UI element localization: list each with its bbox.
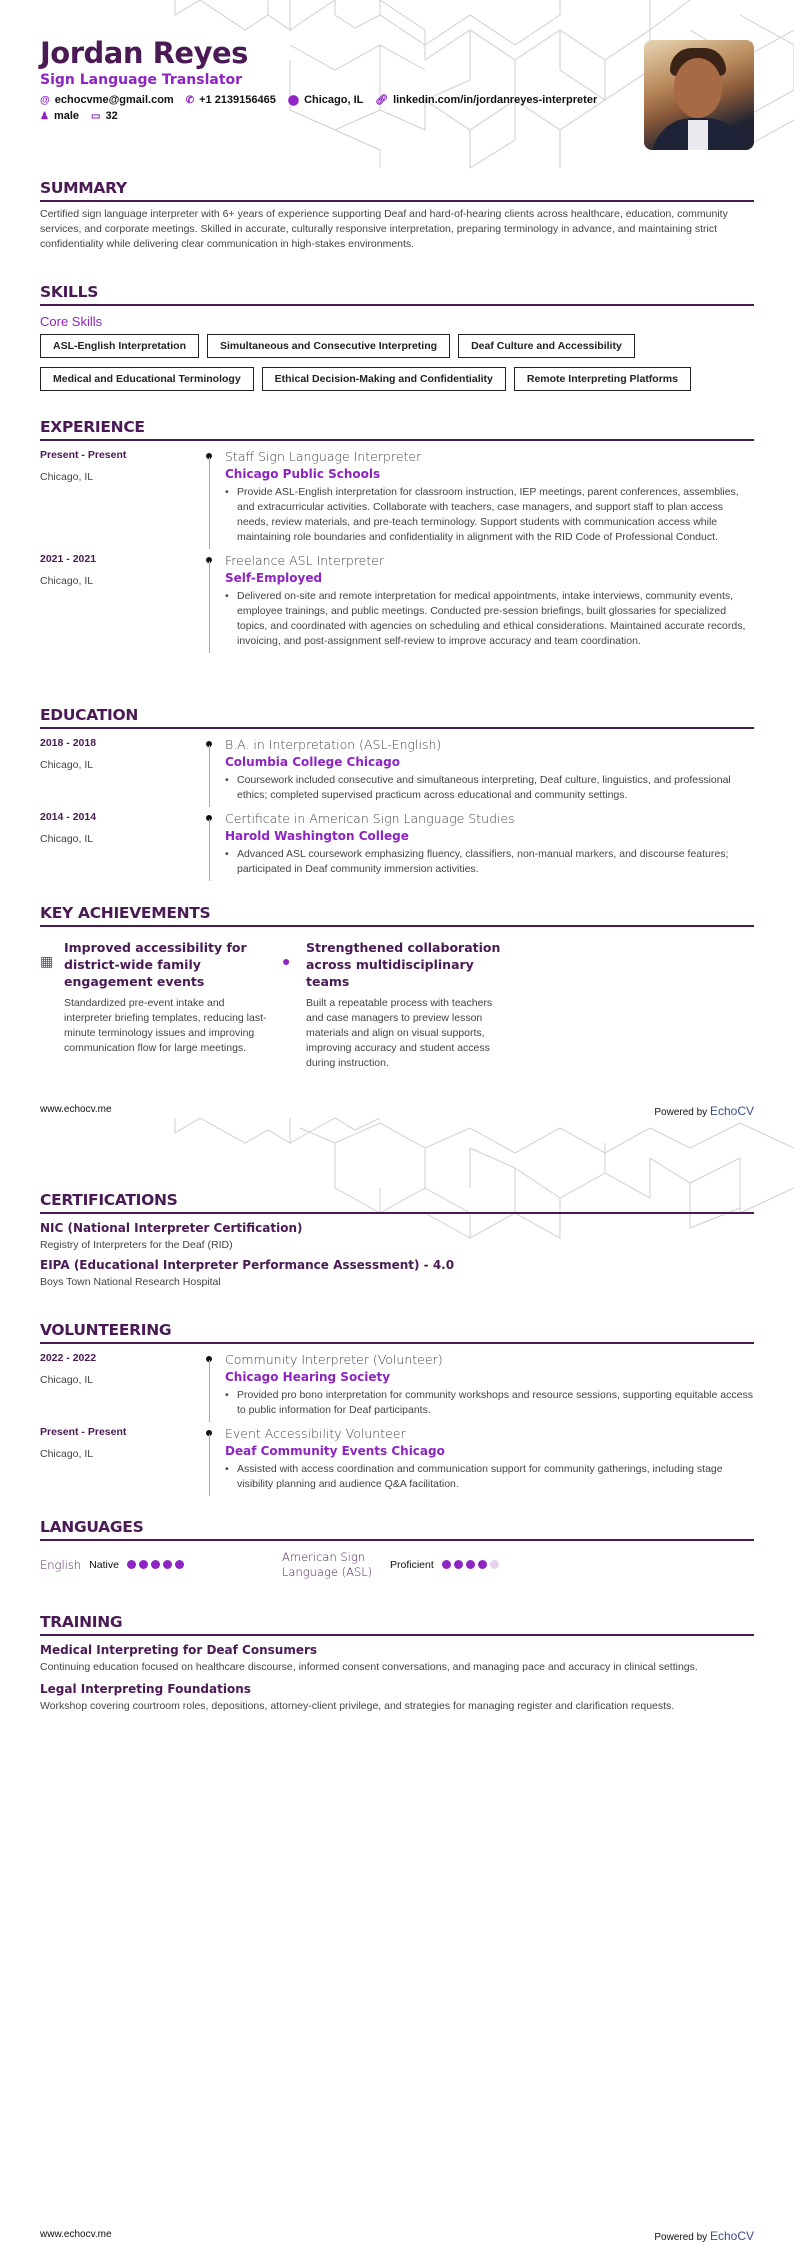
languages-list xyxy=(40,1550,754,1580)
language-item xyxy=(282,1550,524,1580)
entry-bullet: • Delivered on-site and remote interpretation for medical appointments, intake interviews, community events, employee trainings, and public meetings. Conducted pre-session briefings, built glossaries for specialized topics, and coordinated with agencies on scheduling and ethical considerations. Maintained accurate records, invoicing, and post-assignment self-review to improve accuracy and team coordination. xyxy=(225,589,754,649)
footer-site-link[interactable]: www.echocv.me xyxy=(40,2229,112,2240)
brand-logo: EchoCV xyxy=(709,2229,754,2243)
skill-chip: ASL-English Interpretation xyxy=(40,334,199,358)
footer-site-link[interactable]: www.echocv.me xyxy=(40,1104,112,1115)
entry-role: Staff Sign Language Interpreter xyxy=(225,449,422,464)
timeline-dot xyxy=(205,1426,225,1492)
footer-powered xyxy=(654,1104,754,1118)
timeline-dot xyxy=(205,811,225,877)
achievements-list xyxy=(40,939,754,1071)
language-rating xyxy=(127,1556,187,1574)
education-entry xyxy=(40,811,754,877)
entry-role: Freelance ASL Interpreter xyxy=(225,553,385,568)
contact-email[interactable] xyxy=(40,94,174,106)
entry-dates: 2014 - 2014 xyxy=(40,811,97,823)
calculator-icon: ▦ xyxy=(40,953,54,969)
training-list xyxy=(40,1643,754,1714)
experience-list xyxy=(40,449,754,649)
location-text: Chicago, IL xyxy=(304,94,364,106)
certifications-list xyxy=(40,1221,754,1288)
rating-dot xyxy=(175,1560,184,1569)
contact-location xyxy=(288,94,363,106)
entry-bullet: • Assisted with access coordination and communication support for community gatherings, including stage visibility planning and audience Q&A facilitation. xyxy=(225,1462,754,1492)
at-icon: @ xyxy=(40,95,50,106)
rating-dot xyxy=(466,1560,475,1569)
contact-gender xyxy=(40,110,79,122)
achievement-item xyxy=(282,939,512,1071)
entry-body xyxy=(225,737,754,803)
rating-dot xyxy=(127,1560,136,1569)
education-section xyxy=(40,706,754,877)
certification-issuer: Boys Town National Research Hospital xyxy=(40,1276,221,1288)
entry-role: B.A. in Interpretation (ASL-English) xyxy=(225,737,442,752)
brand-logo: EchoCV xyxy=(709,1104,754,1118)
training-section xyxy=(40,1613,754,1714)
rating-dot xyxy=(442,1560,451,1569)
email-text: echocvme@gmail.com xyxy=(54,94,174,106)
location-pin-icon: ⬤ xyxy=(287,95,300,106)
entry-location: Chicago, IL xyxy=(40,759,94,771)
entry-organization: Chicago Public Schools xyxy=(225,467,381,481)
language-level: Proficient xyxy=(390,1559,434,1571)
entry-location: Chicago, IL xyxy=(40,1448,94,1460)
section-heading: SUMMARY xyxy=(40,179,754,202)
entry-meta xyxy=(40,553,205,649)
section-heading: EDUCATION xyxy=(40,706,754,729)
achievement-item xyxy=(40,939,270,1071)
entry-body xyxy=(225,449,754,545)
entry-location: Chicago, IL xyxy=(40,833,94,845)
language-item xyxy=(40,1550,282,1580)
entry-organization: Harold Washington College xyxy=(225,829,409,843)
phone-text: +1 2139156465 xyxy=(199,94,276,106)
skill-chip: Remote Interpreting Platforms xyxy=(514,367,691,391)
certification-issuer: Registry of Interpreters for the Deaf (RID) xyxy=(40,1239,233,1251)
entry-dates: Present - Present xyxy=(40,449,127,461)
contact-linkedin[interactable] xyxy=(375,94,597,106)
powered-by-text: Powered by xyxy=(654,1107,708,1118)
achievements-section xyxy=(40,904,754,1071)
entry-meta xyxy=(40,811,205,877)
entry-meta xyxy=(40,1352,205,1418)
entry-dates: Present - Present xyxy=(40,1426,127,1438)
rating-dot xyxy=(163,1560,172,1569)
phone-icon: ✆ xyxy=(185,95,195,106)
summary-text: Certified sign language interpreter with 6+ years of experience supporting Deaf and hard-of-hearing clients across healthcare, education, community services, and corporate meetings. Skilled in accurate, culturally responsive interpretation, preparing terminology in advance, and maintaining strict confidentiality while delivering clear communication in high-stakes environments. xyxy=(40,208,728,250)
entry-bullet: • Provide ASL-English interpretation for classroom instruction, IEP meetings, parent conferences, assemblies, and extracurricular activities. Collaborate with teachers, case managers, and support staff to plan access needs, review materials, and pre-teach terminology. Support students with communication access while maintaining role boundaries and confidentiality in alignment with the RID Code of Professional Conduct. xyxy=(225,485,754,545)
entry-dates: 2018 - 2018 xyxy=(40,737,97,749)
education-list xyxy=(40,737,754,877)
section-heading: SKILLS xyxy=(40,283,754,306)
entry-role: Event Accessibility Volunteer xyxy=(225,1426,406,1441)
volunteering-section xyxy=(40,1321,754,1492)
timeline-dot xyxy=(205,449,225,545)
link-icon: 🔗︎ xyxy=(375,95,389,106)
section-heading: KEY ACHIEVEMENTS xyxy=(40,904,754,927)
skill-chip: Medical and Educational Terminology xyxy=(40,367,254,391)
entry-meta xyxy=(40,737,205,803)
job-title: Sign Language Translator xyxy=(40,72,243,88)
entry-body xyxy=(225,811,754,877)
powered-by-text: Powered by xyxy=(654,2232,708,2243)
entry-dates: 2022 - 2022 xyxy=(40,1352,97,1364)
section-heading: CERTIFICATIONS xyxy=(40,1191,754,1214)
entry-meta xyxy=(40,449,205,545)
candidate-name: Jordan Reyes xyxy=(40,36,248,70)
entry-body xyxy=(225,1352,754,1418)
training-title: Legal Interpreting Foundations xyxy=(40,1682,251,1696)
entry-organization: Chicago Hearing Society xyxy=(225,1370,391,1384)
rating-dot xyxy=(490,1560,499,1569)
contact-phone[interactable] xyxy=(186,94,276,106)
skill-chip: Ethical Decision-Making and Confidentiality xyxy=(262,367,506,391)
entry-organization: Columbia College Chicago xyxy=(225,755,401,769)
rating-dot xyxy=(454,1560,463,1569)
volunteering-entry xyxy=(40,1426,754,1492)
skill-chips xyxy=(40,334,754,391)
certification-title: NIC (National Interpreter Certification) xyxy=(40,1221,303,1235)
entry-bullet: • Advanced ASL coursework emphasizing fluency, classifiers, non-manual markers, and discourse features; participated in Deaf community immersion activities. xyxy=(225,847,754,877)
page-footer xyxy=(40,1104,754,1118)
language-rating xyxy=(442,1556,502,1574)
certification-title: EIPA (Educational Interpreter Performance Assessment) - 4.0 xyxy=(40,1258,455,1272)
profile-photo xyxy=(644,40,754,150)
experience-entry xyxy=(40,553,754,649)
footer-powered xyxy=(654,2229,754,2243)
training-text: Workshop covering courtroom roles, depositions, attorney-client privilege, and strategies for managing register and clarification requests. xyxy=(40,1700,675,1712)
training-title: Medical Interpreting for Deaf Consumers xyxy=(40,1643,318,1657)
entry-location: Chicago, IL xyxy=(40,1374,94,1386)
entry-role: Certificate in American Sign Language Studies xyxy=(225,811,515,826)
gender-text: male xyxy=(53,110,80,122)
linkedin-text: linkedin.com/in/jordanreyes-interpreter xyxy=(393,94,598,106)
calendar-icon: ▭ xyxy=(91,111,101,122)
section-heading: EXPERIENCE xyxy=(40,418,754,441)
rating-dot xyxy=(139,1560,148,1569)
skill-chip: Simultaneous and Consecutive Interpreting xyxy=(207,334,450,358)
achievement-title: Strengthened collaboration across multidisciplinary teams xyxy=(306,940,501,989)
section-heading: VOLUNTEERING xyxy=(40,1321,754,1344)
summary-section xyxy=(40,179,754,252)
page-footer-2 xyxy=(40,2229,754,2243)
entry-location: Chicago, IL xyxy=(40,471,94,483)
skill-chip: Deaf Culture and Accessibility xyxy=(458,334,635,358)
experience-section xyxy=(40,418,754,649)
volunteering-entry xyxy=(40,1352,754,1418)
timeline-dot xyxy=(205,553,225,649)
person-icon: ♟ xyxy=(40,111,49,122)
entry-bullet: • Coursework included consecutive and simultaneous interpreting, Deaf culture, linguistics, and professional ethics; completed supervised practicum across educational and community settings. xyxy=(225,773,754,803)
speech-bubble-icon: ● xyxy=(282,953,291,969)
entry-body xyxy=(225,553,754,649)
language-name: American Sign Language (ASL) xyxy=(282,1550,373,1579)
contact-list xyxy=(40,94,640,122)
training-text: Continuing education focused on healthcare discourse, informed consent conversations, and managing pace and accuracy in clinical settings. xyxy=(40,1661,698,1673)
volunteering-list xyxy=(40,1352,754,1492)
entry-role: Community Interpreter (Volunteer) xyxy=(225,1352,443,1367)
language-name: English xyxy=(40,1557,82,1572)
entry-organization: Self-Employed xyxy=(225,571,323,585)
timeline-dot xyxy=(205,737,225,803)
education-entry xyxy=(40,737,754,803)
age-text: 32 xyxy=(105,110,118,122)
achievement-text: Built a repeatable process with teachers and case managers to preview lesson materials and align on visual supports, improving accuracy and student access during instruction. xyxy=(306,997,493,1069)
section-heading: TRAINING xyxy=(40,1613,754,1636)
languages-section xyxy=(40,1518,754,1580)
entry-dates: 2021 - 2021 xyxy=(40,553,97,565)
achievement-body xyxy=(64,939,270,1071)
rating-dot xyxy=(478,1560,487,1569)
skill-group-label: Core Skills xyxy=(40,314,103,329)
experience-entry xyxy=(40,449,754,545)
certifications-section xyxy=(40,1191,754,1288)
rating-dot xyxy=(151,1560,160,1569)
section-heading: LANGUAGES xyxy=(40,1518,754,1541)
entry-body xyxy=(225,1426,754,1492)
language-level: Native xyxy=(89,1559,119,1571)
contact-age xyxy=(91,110,118,122)
achievement-text: Standardized pre-event intake and interpreter briefing templates, reducing last-minute terminology issues and improving communication flow for large meetings. xyxy=(64,997,267,1054)
entry-organization: Deaf Community Events Chicago xyxy=(225,1444,445,1458)
entry-bullet: • Provided pro bono interpretation for community workshops and resource sessions, supporting equitable access to public information for Deaf participants. xyxy=(225,1388,754,1418)
timeline-dot xyxy=(205,1352,225,1418)
achievement-title: Improved accessibility for district-wide family engagement events xyxy=(64,940,247,989)
entry-location: Chicago, IL xyxy=(40,575,94,587)
skills-section xyxy=(40,283,754,391)
achievement-body xyxy=(306,939,512,1071)
entry-meta xyxy=(40,1426,205,1492)
